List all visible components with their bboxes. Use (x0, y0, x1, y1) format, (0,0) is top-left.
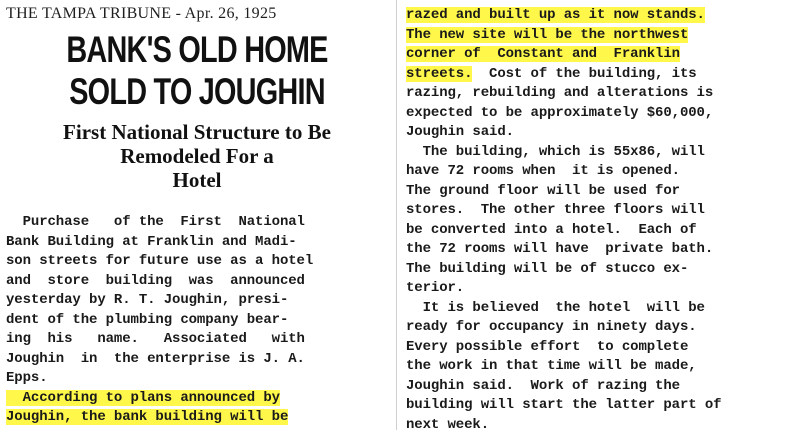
text-line: It is believed the hotel will be (406, 299, 796, 319)
left-article-body (6, 213, 388, 428)
highlight-span: According to plans announced by (6, 390, 280, 406)
highlighted-line (406, 26, 796, 46)
highlight-span: Joughin, the bank building will be (6, 409, 288, 425)
text-span: Cost of the building, its (472, 66, 696, 82)
text-line: The ground floor will be used for (406, 182, 796, 202)
text-line: dent of the plumbing company bear- (6, 311, 388, 331)
text-line: Every possible effort to complete (406, 338, 796, 358)
left-column (6, 0, 388, 430)
highlight-span: razed and built up as it now stands. (406, 7, 705, 23)
highlighted-line (6, 408, 388, 428)
text-line: Joughin said. (406, 123, 796, 143)
source-dateline: THE TAMPA TRIBUNE - Apr. 26, 1925 (6, 5, 376, 23)
text-line: next week. (406, 416, 796, 435)
text-line: yesterday by R. T. Joughin, presi- (6, 291, 388, 311)
text-line: and store building was announced (6, 272, 388, 292)
headline-line-2: SOLD TO JOUGHIN (48, 71, 346, 113)
text-line: building will start the latter part of (406, 396, 796, 416)
highlighted-line (406, 6, 796, 26)
right-article-body (406, 6, 796, 435)
subhead-line-1: First National Structure to Be (6, 120, 388, 144)
right-column (406, 0, 796, 430)
text-line: Joughin in the enterprise is J. A. (6, 350, 388, 370)
text-line: ing his name. Associated with (6, 330, 388, 350)
text-line: Purchase of the First National (6, 213, 388, 233)
subhead-line-3: Hotel (6, 168, 388, 192)
text-line: razing, rebuilding and alterations is (406, 84, 796, 104)
text-line: Joughin said. Work of razing the (406, 377, 796, 397)
subhead-line-2: Remodeled For a (6, 144, 388, 168)
text-line: ready for occupancy in ninety days. (406, 318, 796, 338)
text-line: Epps. (6, 369, 388, 389)
headline-line-1: BANK'S OLD HOME (48, 29, 346, 71)
headline (48, 29, 346, 113)
text-line: Bank Building at Franklin and Madi- (6, 233, 388, 253)
text-line: son streets for future use as a hotel (6, 252, 388, 272)
text-line: terior. (406, 279, 796, 299)
text-line: the 72 rooms will have private bath. (406, 240, 796, 260)
highlight-span: corner of Constant and Franklin (406, 46, 680, 62)
highlighted-line (6, 389, 388, 409)
text-line: have 72 rooms when it is opened. (406, 162, 796, 182)
mixed-line (406, 65, 796, 85)
text-line: be converted into a hotel. Each of (406, 221, 796, 241)
highlight-span: streets. (406, 66, 472, 82)
text-line: The building, which is 55x86, will (406, 143, 796, 163)
text-line: The building will be of stucco ex- (406, 260, 796, 280)
text-line: expected to be approximately $60,000, (406, 104, 796, 124)
highlight-span: The new site will be the northwest (406, 27, 688, 43)
column-divider (396, 0, 397, 430)
text-line: stores. The other three floors will (406, 201, 796, 221)
highlighted-line (406, 45, 796, 65)
text-line: the work in that time will be made, (406, 357, 796, 377)
subheadline (6, 120, 388, 192)
